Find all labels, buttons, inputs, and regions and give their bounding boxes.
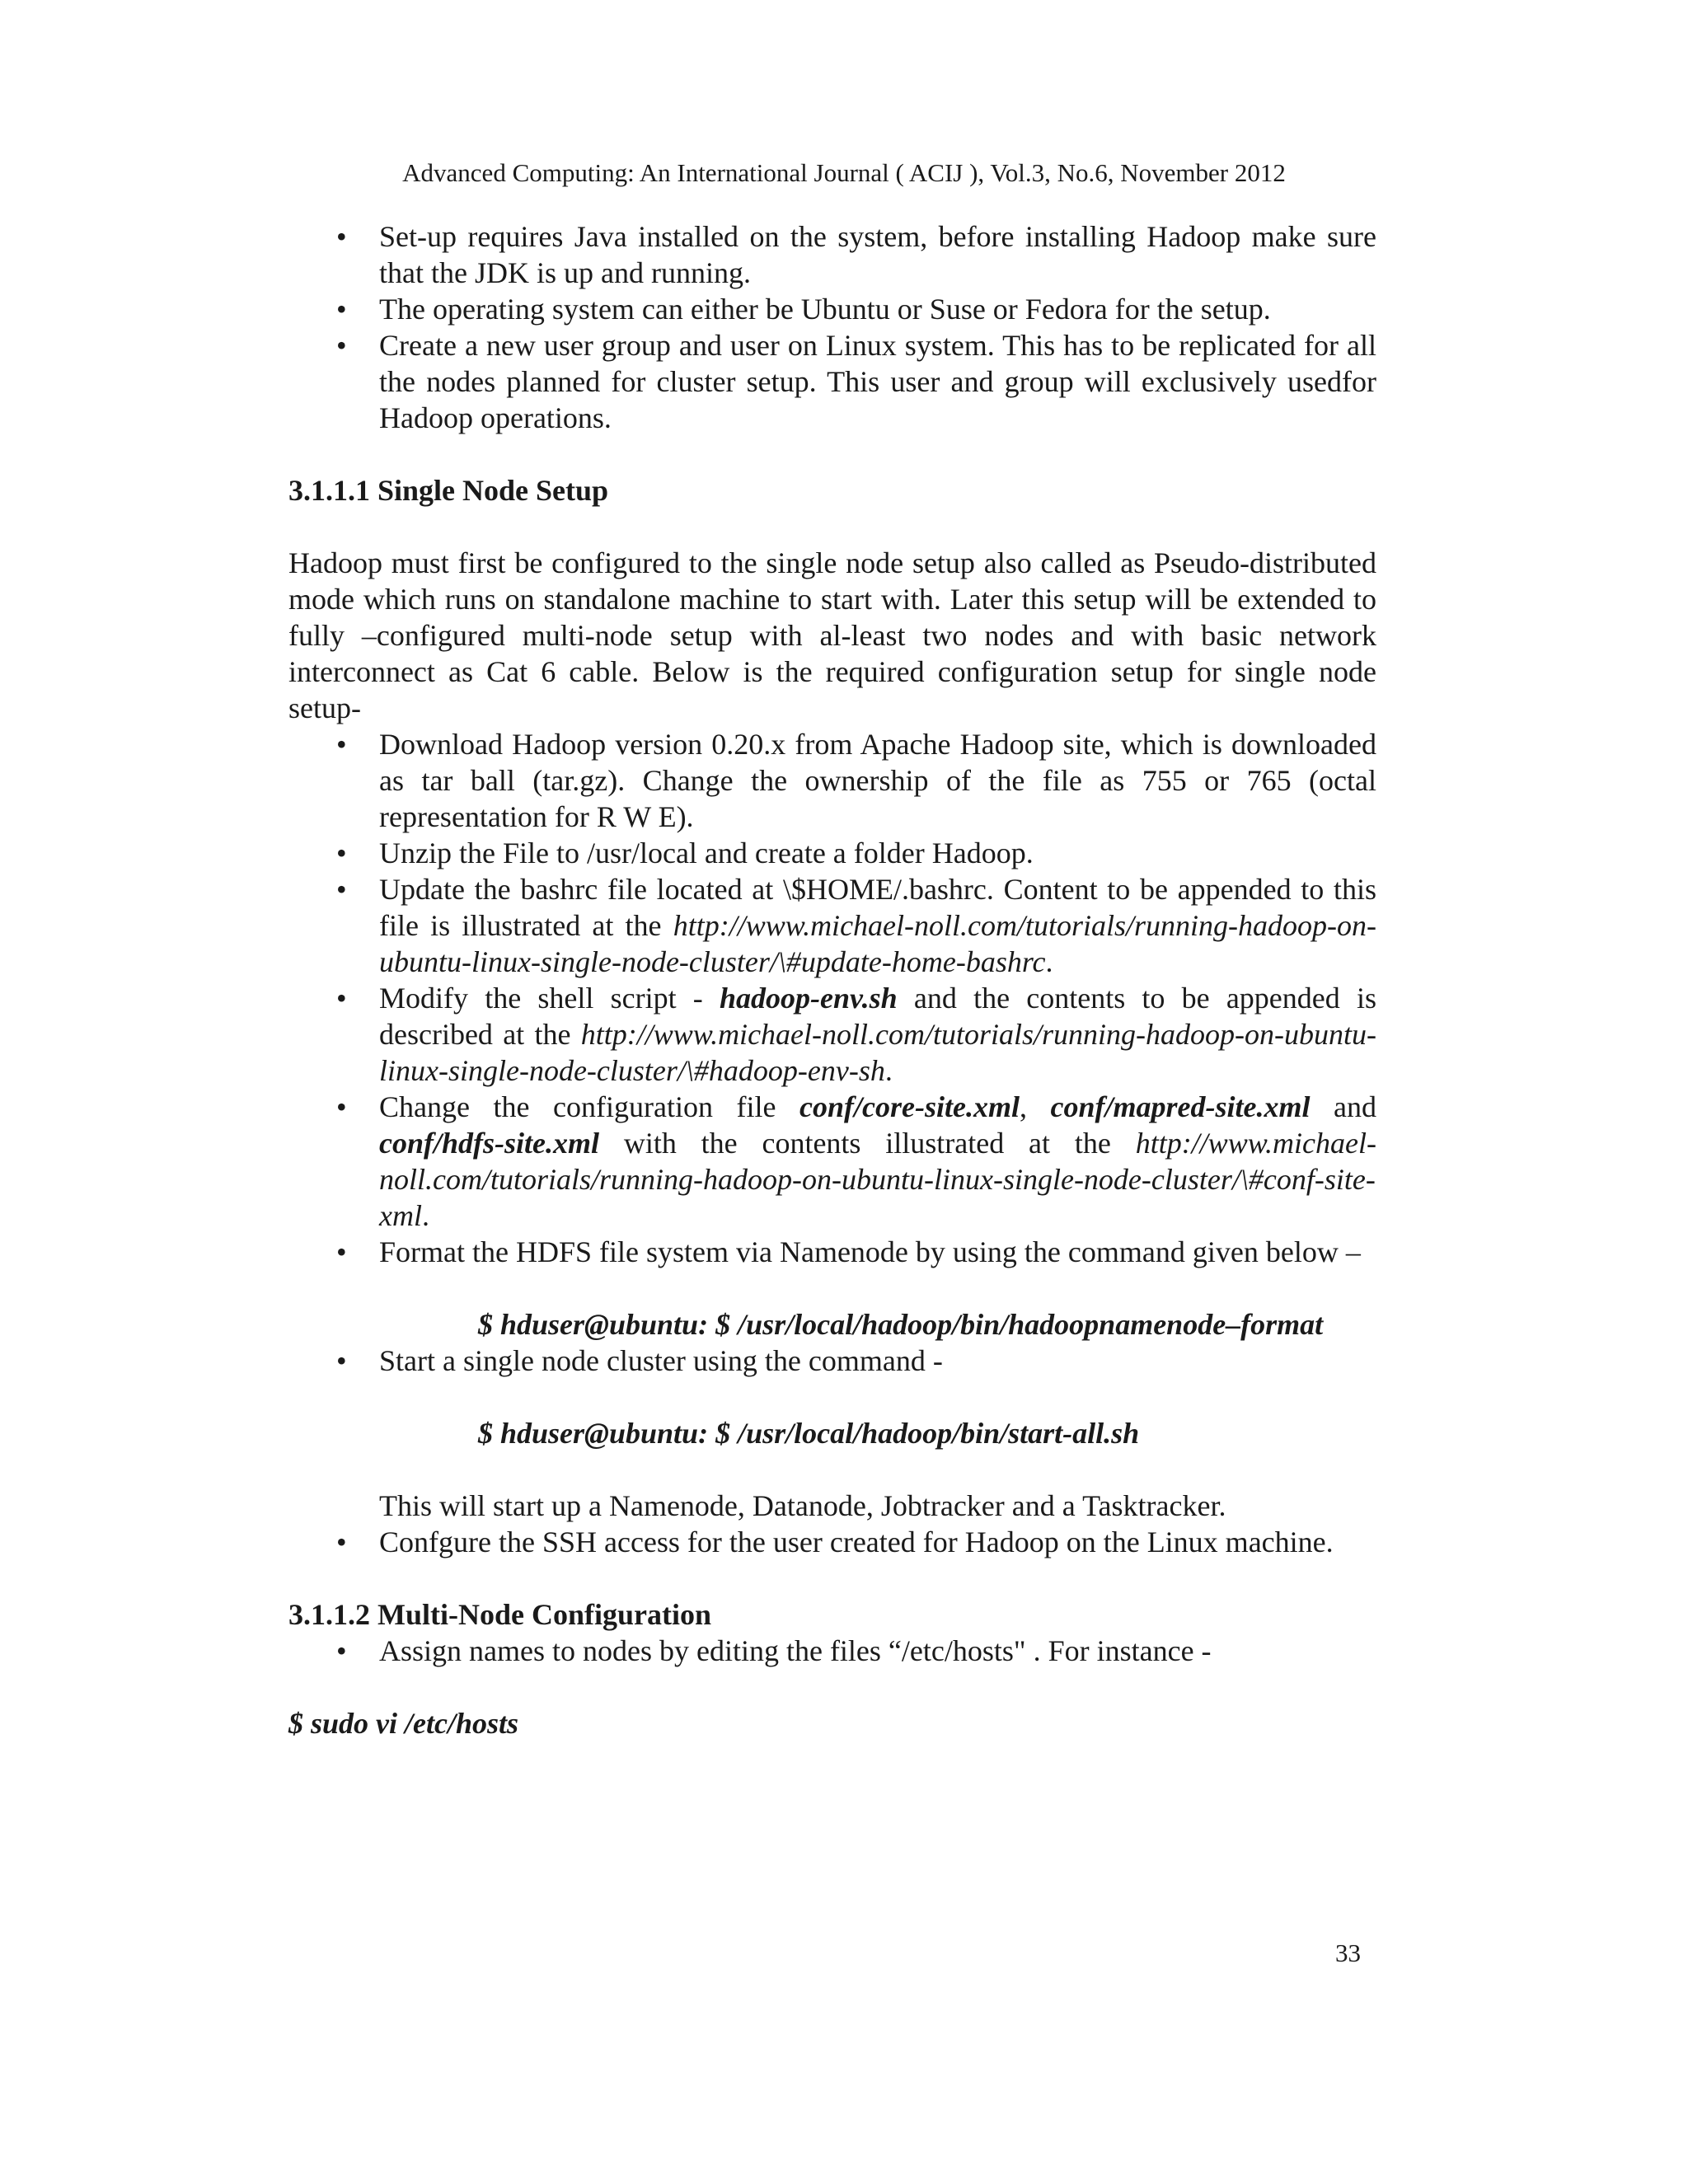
list-item: • Set-up requires Java installed on the system, before installing Hadoop make sure that the JDK is up and running. (336, 220, 1376, 289)
ssh-bullet-list (288, 1524, 1376, 1560)
bullet-icon: • (336, 982, 347, 1015)
list-item: • The operating system can either be Ubuntu or Suse or Fedora for the setup. (336, 293, 1271, 326)
bullet-icon: • (336, 1090, 347, 1123)
start-bullet-list (288, 1343, 1376, 1379)
step-hadoop-env: • Modify the shell script - hadoop-env.sh and the contents to be appended is described at the http://www.michael-noll.com/tutorials/running-hadoop-on-ubuntu-linux-single-node-cluster/\#hadoop-env-sh. (336, 982, 1376, 1087)
bullet-icon: • (336, 728, 347, 761)
bullet-icon: • (336, 873, 347, 906)
hadoop-env-url[interactable]: http://www.michael-noll.com/tutorials/running-hadoop-on-ubuntu-linux-single-node-cluster/\#hadoop-env-sh (379, 1018, 1376, 1087)
bullet-icon: • (336, 1344, 347, 1377)
bullet-icon: • (336, 293, 347, 326)
bullet-icon: • (336, 220, 347, 253)
page-body (288, 218, 1376, 1741)
core-site-filename: conf/core-site.xml (799, 1090, 1020, 1123)
journal-header: Advanced Computing: An International Journal ( ACIJ ), Vol.3, No.6, November 2012 (402, 158, 1286, 187)
step-config-files: • Change the configuration file conf/core-site.xml, conf/mapred-site.xml and conf/hdfs-site.xml with the contents illustrated at the http://www.michael-noll.com/tutorials/running-hadoop-on-ubuntu-linux-single-node-cluster/\#conf-site-xml. (336, 1090, 1377, 1232)
start-note: This will start up a Namenode, Datanode, Jobtracker and a Tasktracker. (379, 1489, 1226, 1522)
setup-steps-list (288, 726, 1376, 1270)
bullet-icon: • (336, 1526, 347, 1558)
page-number: 33 (1335, 1938, 1361, 1967)
bullet-icon: • (336, 1235, 347, 1268)
intro-bullet-list (288, 218, 1376, 436)
multi-node-bullet-list (288, 1633, 1376, 1669)
section-heading-single-node: 3.1.1.1 Single Node Setup (288, 474, 609, 507)
list-item: • Confgure the SSH access for the user created for Hadoop on the Linux machine. (336, 1526, 1334, 1558)
mapred-site-filename: conf/mapred-site.xml (1050, 1090, 1311, 1123)
list-item: • Start a single node cluster using the command - (336, 1344, 943, 1377)
bullet-icon: • (336, 837, 347, 869)
conf-site-url[interactable]: http://www.michael-noll.com/tutorials/running-hadoop-on-ubuntu-linux-single-node-cluster/\#conf-site-xml (379, 1127, 1376, 1232)
hosts-command: $ sudo vi /etc/hosts (288, 1707, 519, 1740)
step-unzip: • Unzip the File to /usr/local and create a folder Hadoop. (336, 837, 1034, 869)
hadoop-env-filename: hadoop-env.sh (719, 982, 898, 1015)
step-format: • Format the HDFS file system via Namenode by using the command given below – (336, 1235, 1361, 1268)
bullet-icon: • (336, 1634, 347, 1667)
bullet-icon: • (336, 329, 347, 362)
list-item: • Create a new user group and user on Linux system. This has to be replicated for all the nodes planned for cluster setup. This user and group will exclusively usedfor Hadoop operations. (336, 329, 1376, 434)
list-item: • Assign names to nodes by editing the files “/etc/hosts" . For instance - (336, 1634, 1212, 1667)
step-bashrc: • Update the bashrc file located at \$HOME/.bashrc. Content to be appended to this file is illustrated at the http://www.michael-noll.com/tutorials/running-hadoop-on-ubuntu-linux-single-node-cluster/\#update-home-bashrc. (336, 873, 1376, 978)
section-paragraph: Hadoop must first be configured to the single node setup also called as Pseudo-distributed mode which runs on standalone machine to start with. Later this setup will be extended to fully –configured multi-node setup with al-least two nodes and with basic network interconnect as Cat 6 cable. Below is the required configuration setup for single node setup- (288, 546, 1376, 724)
step-download: • Download Hadoop version 0.20.x from Apache Hadoop site, which is downloaded as tar ball (tar.gz). Change the ownership of the file as 755 or 765 (octal representation for R W E). (336, 728, 1376, 833)
hdfs-site-filename: conf/hdfs-site.xml (379, 1127, 599, 1160)
section-heading-multi-node: 3.1.1.2 Multi-Node Configuration (288, 1598, 711, 1631)
format-command: $ hduser@ubuntu: $ /usr/local/hadoop/bin/hadoopnamenode–format (478, 1308, 1324, 1341)
start-command: $ hduser@ubuntu: $ /usr/local/hadoop/bin/start-all.sh (478, 1417, 1140, 1450)
bashrc-url[interactable]: http://www.michael-noll.com/tutorials/running-hadoop-on-ubuntu-linux-single-node-cluster/\#update-home-bashrc (379, 909, 1376, 978)
